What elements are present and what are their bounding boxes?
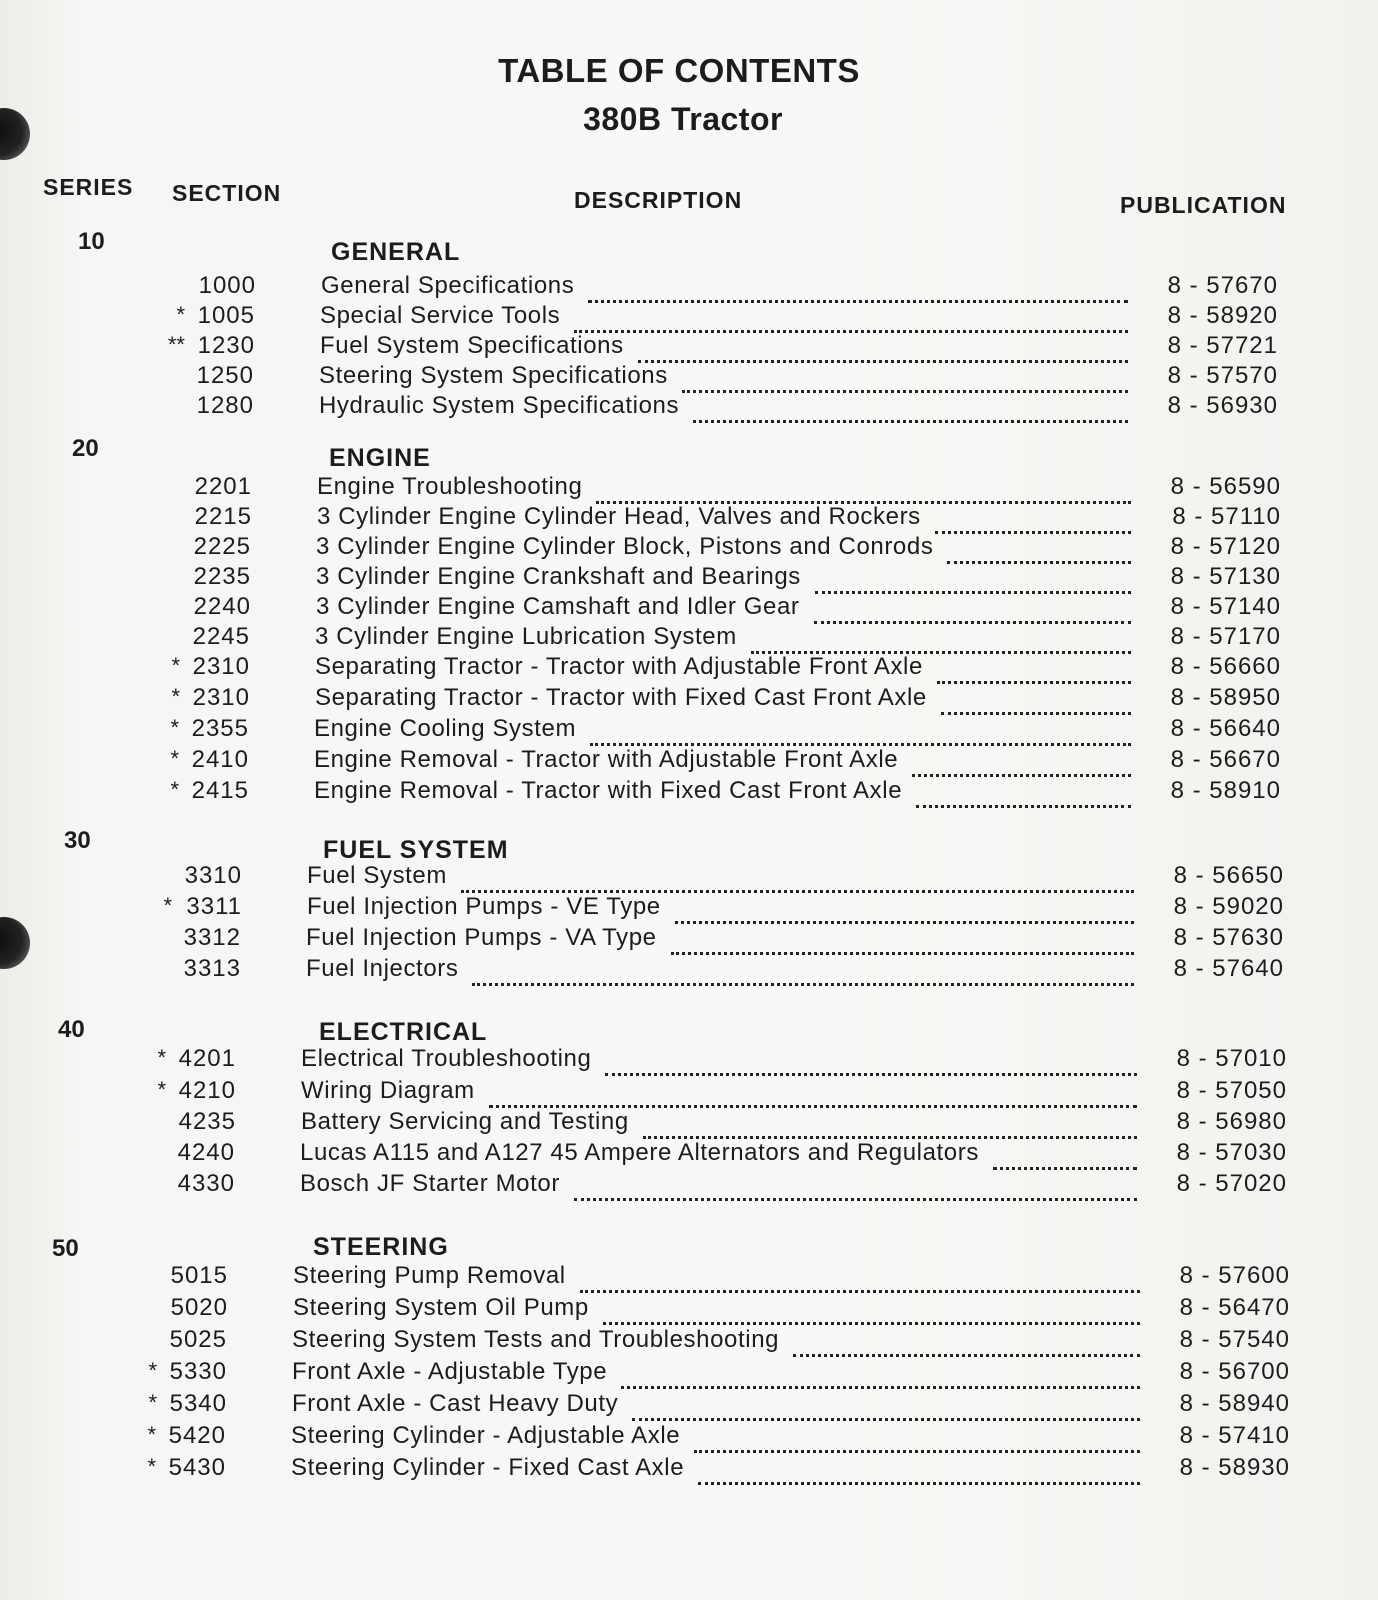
- toc-row: [87, 746, 1285, 776]
- section-description: 3 Cylinder Engine Cylinder Head, Valves and Rockers: [317, 503, 921, 530]
- section-description: Electrical Troubleshooting: [301, 1045, 592, 1072]
- publication-number: 8 - 57640: [1173, 955, 1284, 982]
- leader-dots: [814, 593, 1131, 624]
- toc-row: [64, 1454, 1290, 1484]
- toc-row: [79, 924, 1285, 954]
- section-number: 3311: [186, 893, 242, 920]
- section-description: Hydraulic System Specifications: [319, 392, 680, 419]
- leader-dots: [472, 955, 1134, 986]
- group-title: ENGINE: [329, 444, 431, 472]
- revision-mark: *: [171, 684, 180, 709]
- toc-row: [90, 473, 1285, 503]
- revision-mark: *: [157, 1045, 166, 1070]
- publication-number: 8 - 56590: [1170, 473, 1281, 500]
- publication-number: 8 - 57170: [1170, 623, 1281, 650]
- section-number: 5025: [169, 1326, 227, 1353]
- toc-row: [90, 503, 1285, 533]
- section-number: 2415: [191, 777, 249, 804]
- publication-number: 8 - 56650: [1173, 862, 1284, 889]
- toc-row: [87, 715, 1285, 745]
- toc-row: [94, 272, 1285, 302]
- revision-mark: *: [170, 777, 179, 802]
- section-number: 2225: [193, 533, 251, 560]
- section-number: 3312: [183, 924, 241, 951]
- toc-row: [80, 893, 1285, 923]
- publication-number: 8 - 57600: [1179, 1262, 1290, 1289]
- leader-dots: [693, 392, 1128, 423]
- section-number: 5330: [169, 1358, 227, 1385]
- section-description: Separating Tractor - Tractor with Adjustable Front Axle: [315, 653, 923, 680]
- publication-number: 8 - 58910: [1170, 777, 1281, 804]
- revision-mark: *: [176, 302, 185, 327]
- toc-row: [66, 1262, 1290, 1292]
- section-number: 4240: [177, 1139, 235, 1166]
- leader-dots: [643, 1108, 1137, 1139]
- series-number: 50: [52, 1235, 79, 1262]
- leader-dots: [815, 563, 1131, 594]
- section-number: 2240: [193, 593, 251, 620]
- leader-dots: [574, 302, 1128, 333]
- leader-dots: [590, 715, 1131, 746]
- publication-number: 8 - 56670: [1170, 746, 1281, 773]
- leader-dots: [793, 1326, 1140, 1357]
- leader-dots: [638, 332, 1128, 363]
- publication-number: 8 - 57130: [1170, 563, 1281, 590]
- toc-row: [87, 777, 1285, 807]
- leader-dots: [993, 1139, 1137, 1170]
- header-series: SERIES: [43, 174, 134, 200]
- publication-number: 8 - 58950: [1170, 684, 1281, 711]
- section-number: 3310: [184, 862, 242, 889]
- publication-number: 8 - 59020: [1173, 893, 1284, 920]
- toc-row: [73, 1139, 1285, 1169]
- publication-number: 8 - 57020: [1176, 1170, 1287, 1197]
- section-description: 3 Cylinder Engine Lubrication System: [315, 623, 737, 650]
- toc-row: [73, 1170, 1285, 1200]
- section-description: Lucas A115 and A127 45 Ampere Alternators and Regulators: [300, 1139, 979, 1166]
- section-description: Fuel System: [307, 862, 447, 889]
- leader-dots: [698, 1454, 1140, 1485]
- leader-dots: [947, 533, 1131, 564]
- section-description: Front Axle - Cast Heavy Duty: [292, 1390, 619, 1417]
- section-number: 2245: [192, 623, 250, 650]
- section-description: Fuel Injection Pumps - VE Type: [307, 893, 661, 920]
- toc-row: [74, 1108, 1285, 1138]
- publication-number: 8 - 57010: [1176, 1045, 1287, 1072]
- section-description: Bosch JF Starter Motor: [300, 1170, 560, 1197]
- section-description: Engine Troubleshooting: [317, 473, 583, 500]
- section-number: 1250: [196, 362, 254, 389]
- toc-row: [92, 392, 1285, 422]
- revision-mark: **: [167, 332, 185, 357]
- revision-mark: *: [148, 1390, 157, 1415]
- leader-dots: [603, 1294, 1140, 1325]
- leader-dots: [632, 1390, 1140, 1421]
- leader-dots: [671, 924, 1134, 955]
- toc-row: [93, 302, 1285, 332]
- publication-number: 8 - 58940: [1179, 1390, 1290, 1417]
- publication-number: 8 - 56980: [1176, 1108, 1287, 1135]
- section-number: 2235: [193, 563, 251, 590]
- toc-row: [66, 1294, 1290, 1324]
- publication-number: 8 - 56660: [1170, 653, 1281, 680]
- publication-number: 8 - 57410: [1179, 1422, 1290, 1449]
- section-number: 2410: [191, 746, 249, 773]
- section-number: 3313: [183, 955, 241, 982]
- group-title: GENERAL: [331, 238, 461, 266]
- leader-dots: [751, 623, 1131, 654]
- series-number: 20: [72, 435, 99, 462]
- leader-dots: [935, 503, 1131, 534]
- section-number: 5430: [168, 1454, 226, 1481]
- publication-number: 8 - 57120: [1170, 533, 1281, 560]
- section-number: 5015: [170, 1262, 228, 1289]
- revision-mark: *: [157, 1077, 166, 1102]
- section-number: 2201: [194, 473, 252, 500]
- toc-row: [89, 593, 1285, 623]
- revision-mark: *: [163, 893, 172, 918]
- publication-number: 8 - 56930: [1167, 392, 1278, 419]
- section-number: 1005: [197, 302, 255, 329]
- section-description: General Specifications: [321, 272, 575, 299]
- section-description: Special Service Tools: [320, 302, 561, 329]
- toc-row: [92, 362, 1285, 392]
- section-number: 2215: [194, 503, 252, 530]
- section-number: 5340: [169, 1390, 227, 1417]
- section-number: 4235: [178, 1108, 236, 1135]
- section-number: 5020: [170, 1294, 228, 1321]
- header-publication: PUBLICATION: [1120, 192, 1287, 218]
- publication-number: 8 - 57540: [1179, 1326, 1290, 1353]
- leader-dots: [580, 1262, 1140, 1293]
- toc-row: [93, 332, 1285, 362]
- toc-row: [88, 653, 1285, 683]
- header-description: DESCRIPTION: [574, 187, 743, 213]
- leader-dots: [596, 473, 1131, 504]
- revision-mark: *: [170, 715, 179, 740]
- toc-row: [74, 1045, 1285, 1075]
- section-description: Wiring Diagram: [301, 1077, 475, 1104]
- punch-hole-middle: [0, 917, 30, 969]
- leader-dots: [694, 1422, 1140, 1453]
- publication-number: 8 - 57630: [1173, 924, 1284, 951]
- section-number: 2355: [191, 715, 249, 742]
- section-number: 5420: [168, 1422, 226, 1449]
- toc-row: [64, 1422, 1290, 1452]
- leader-dots: [941, 684, 1131, 715]
- toc-row: [88, 623, 1285, 653]
- group-title: STEERING: [313, 1233, 449, 1261]
- section-number: 1280: [196, 392, 254, 419]
- publication-number: 8 - 57030: [1176, 1139, 1287, 1166]
- section-description: Steering System Specifications: [319, 362, 668, 389]
- leader-dots: [675, 893, 1134, 924]
- publication-number: 8 - 58920: [1167, 302, 1278, 329]
- leader-dots: [937, 653, 1131, 684]
- section-description: Steering System Tests and Troubleshooting: [292, 1326, 780, 1353]
- toc-row: [89, 563, 1285, 593]
- toc-row: [79, 955, 1285, 985]
- section-number: 4330: [177, 1170, 235, 1197]
- publication-number: 8 - 57050: [1176, 1077, 1287, 1104]
- series-number: 40: [58, 1016, 85, 1043]
- toc-row: [89, 533, 1285, 563]
- toc-row: [65, 1390, 1290, 1420]
- publication-number: 8 - 58930: [1179, 1454, 1290, 1481]
- toc-row: [74, 1077, 1285, 1107]
- revision-mark: *: [147, 1422, 156, 1447]
- page-title: TABLE OF CONTENTS: [498, 52, 860, 89]
- header-section: SECTION: [172, 180, 282, 206]
- section-number: 2310: [192, 684, 250, 711]
- section-number: 4201: [178, 1045, 236, 1072]
- toc-row: [65, 1326, 1290, 1356]
- section-description: Battery Servicing and Testing: [301, 1108, 629, 1135]
- publication-number: 8 - 57140: [1170, 593, 1281, 620]
- section-description: Engine Removal - Tractor with Adjustable Front Axle: [314, 746, 899, 773]
- leader-dots: [682, 362, 1128, 393]
- section-description: Steering Cylinder - Fixed Cast Axle: [291, 1454, 685, 1481]
- section-description: Steering Pump Removal: [293, 1262, 566, 1289]
- leader-dots: [574, 1170, 1137, 1201]
- publication-number: 8 - 56700: [1179, 1358, 1290, 1385]
- section-number: 4210: [178, 1077, 236, 1104]
- publication-number: 8 - 57670: [1167, 272, 1278, 299]
- toc-row: [65, 1358, 1290, 1388]
- section-description: Front Axle - Adjustable Type: [292, 1358, 608, 1385]
- publication-number: 8 - 57721: [1167, 332, 1278, 359]
- section-description: Separating Tractor - Tractor with Fixed Cast Front Axle: [315, 684, 927, 711]
- revision-mark: *: [170, 746, 179, 771]
- group-title: ELECTRICAL: [319, 1018, 488, 1046]
- series-number: 30: [64, 827, 91, 854]
- section-description: Steering Cylinder - Adjustable Axle: [291, 1422, 681, 1449]
- leader-dots: [489, 1077, 1137, 1108]
- section-description: Engine Cooling System: [314, 715, 577, 742]
- section-number: 1230: [197, 332, 255, 359]
- publication-number: 8 - 57570: [1167, 362, 1278, 389]
- toc-row: [80, 862, 1285, 892]
- leader-dots: [461, 862, 1134, 893]
- section-description: 3 Cylinder Engine Crankshaft and Bearings: [316, 563, 801, 590]
- publication-number: 8 - 56470: [1179, 1294, 1290, 1321]
- revision-mark: *: [171, 653, 180, 678]
- leader-dots: [605, 1045, 1137, 1076]
- leader-dots: [912, 746, 1131, 777]
- revision-mark: *: [148, 1358, 157, 1383]
- revision-mark: *: [147, 1454, 156, 1479]
- section-description: Fuel Injection Pumps - VA Type: [306, 924, 657, 951]
- page-subtitle: 380B Tractor: [583, 101, 783, 137]
- toc-row: [88, 684, 1285, 714]
- section-description: Engine Removal - Tractor with Fixed Cast Front Axle: [314, 777, 903, 804]
- section-description: Fuel Injectors: [306, 955, 459, 982]
- leader-dots: [588, 272, 1128, 303]
- series-number: 10: [78, 228, 105, 255]
- section-number: 2310: [192, 653, 250, 680]
- publication-number: 8 - 57110: [1172, 503, 1281, 530]
- leader-dots: [621, 1358, 1140, 1389]
- section-description: Steering System Oil Pump: [293, 1294, 589, 1321]
- section-description: Fuel System Specifications: [320, 332, 624, 359]
- section-description: 3 Cylinder Engine Cylinder Block, Pistons and Conrods: [316, 533, 934, 560]
- section-description: 3 Cylinder Engine Camshaft and Idler Gear: [316, 593, 800, 620]
- group-title: FUEL SYSTEM: [323, 836, 509, 864]
- section-number: 1000: [198, 272, 256, 299]
- publication-number: 8 - 56640: [1170, 715, 1281, 742]
- leader-dots: [916, 777, 1131, 808]
